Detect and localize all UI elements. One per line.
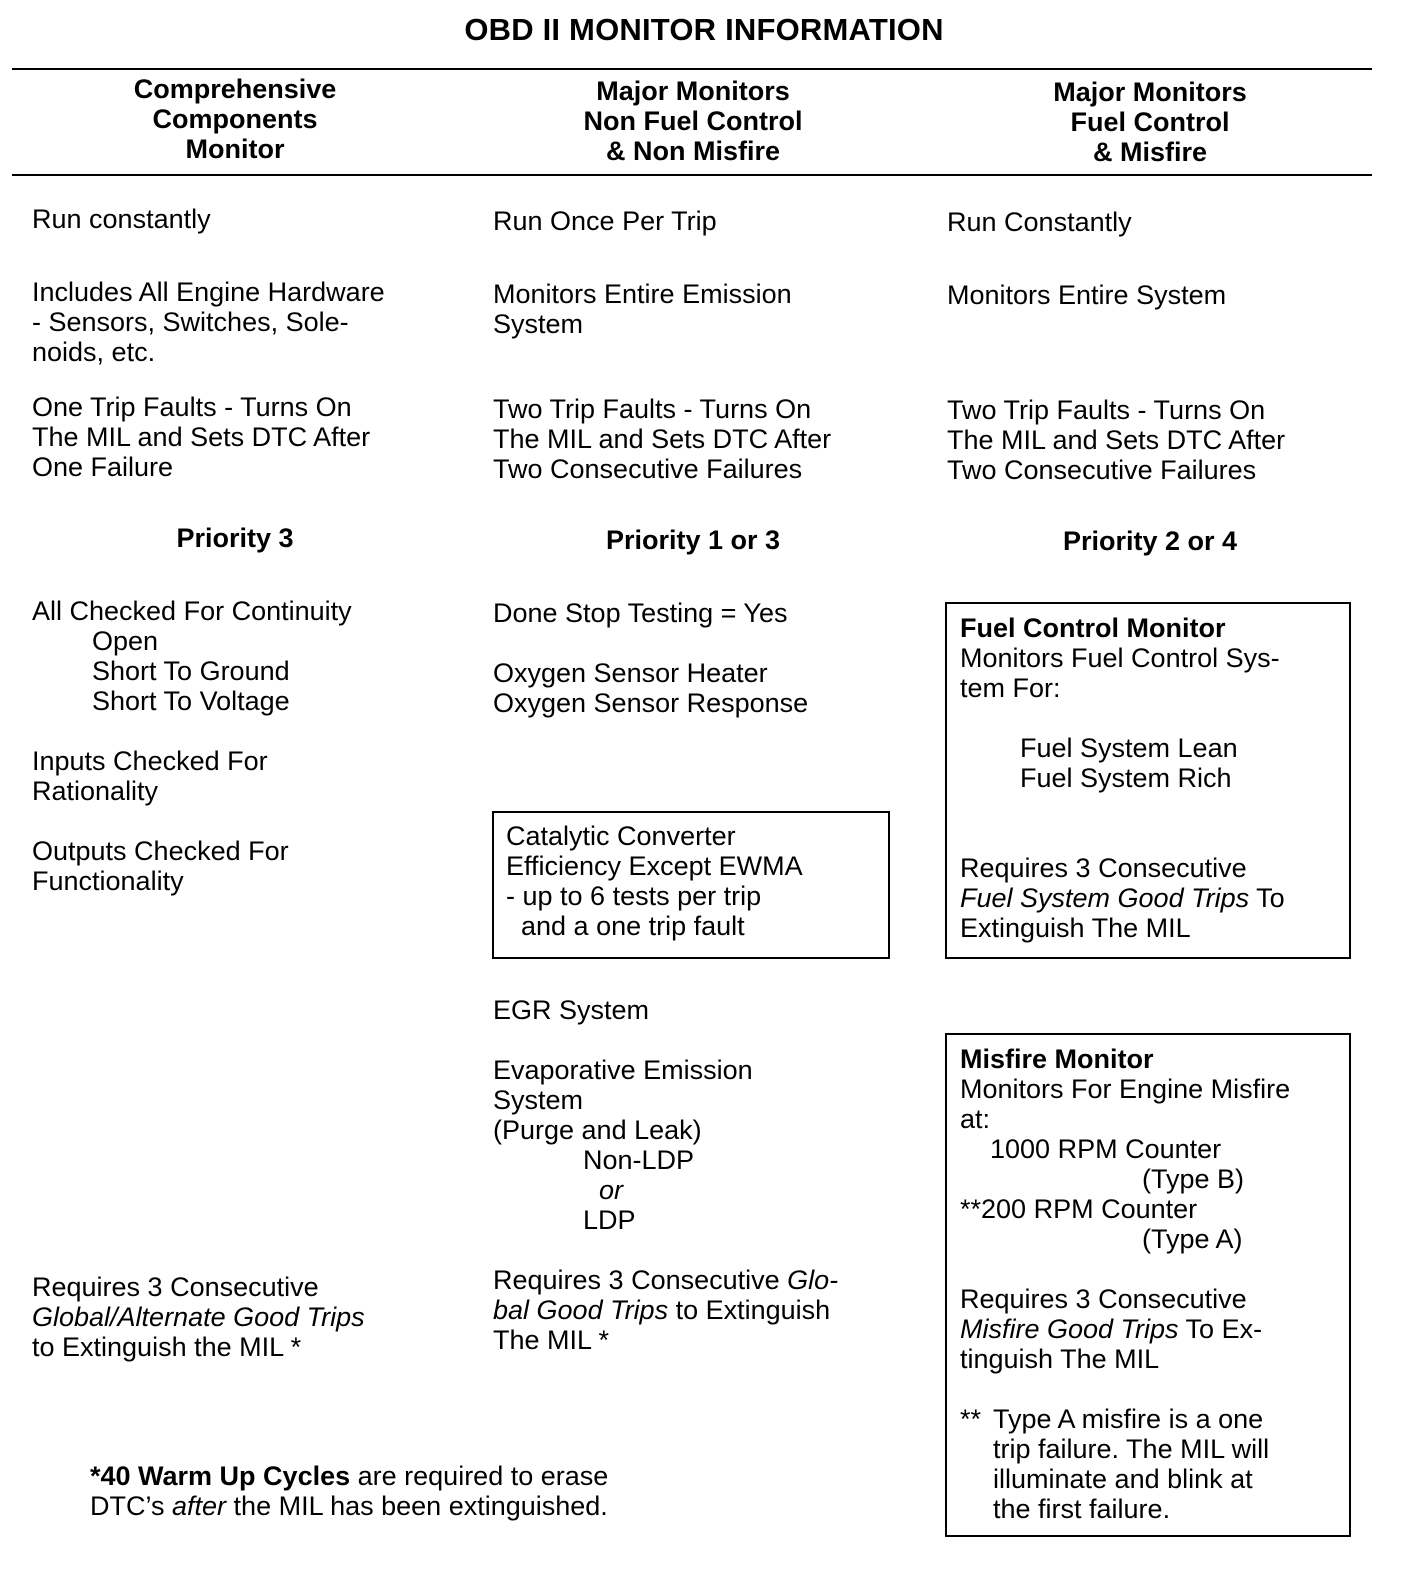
text-line: Requires 3 Consecutive (960, 1284, 1247, 1314)
text-part: to Extinguish (668, 1295, 831, 1325)
text-line: Extinguish The MIL (960, 913, 1191, 943)
col2-faults (493, 394, 831, 484)
header-line: Major Monitors (596, 76, 790, 106)
text-line: Oxygen Sensor Heater (493, 658, 768, 688)
text-line: Outputs Checked For (32, 836, 289, 866)
text-line: the first failure. (993, 1494, 1171, 1524)
col2-evap (493, 1055, 753, 1235)
header-line: & Non Misfire (605, 136, 780, 166)
misfire-note (960, 1404, 1290, 1524)
text-line: and a one trip fault (506, 911, 745, 941)
col2-priority: Priority 1 or 3 (605, 525, 781, 555)
text-line: Two Trip Faults - Turns On (947, 395, 1266, 425)
text-line: Inputs Checked For (32, 746, 268, 776)
misfire-box-title: Misfire Monitor (960, 1044, 1154, 1074)
col2-done-stop: Done Stop Testing = Yes (493, 598, 788, 628)
fuel-control-monitor-box (945, 602, 1351, 959)
col3-priority: Priority 2 or 4 (1062, 526, 1238, 556)
text-line: Two Trip Faults - Turns On (493, 394, 812, 424)
col2-scope (493, 279, 792, 339)
col2-run: Run Once Per Trip (493, 206, 717, 236)
misfire-counter: 1000 RPM Counter (990, 1134, 1222, 1164)
header-line: Monitor (185, 134, 285, 164)
col1-continuity (32, 596, 352, 716)
italic-term: Global/Alternate Good Trips (32, 1302, 365, 1332)
text-part: the MIL has been extinguished. (226, 1491, 608, 1521)
header-line: Components (152, 104, 318, 134)
col1-outputs (32, 836, 289, 896)
col3-faults (947, 395, 1285, 485)
column-header-fuel-misfire (935, 77, 1365, 167)
col1-scope (32, 277, 385, 367)
evap-option: Non-LDP (583, 1145, 695, 1175)
col3-scope: Monitors Entire System (947, 280, 1227, 310)
text-line: illuminate and blink at (993, 1464, 1253, 1494)
header-line: Comprehensive (133, 74, 337, 104)
misfire-counter: **200 RPM Counter (960, 1194, 1198, 1224)
col1-run: Run constantly (32, 204, 211, 234)
text-line: trip failure. The MIL will (993, 1434, 1270, 1464)
col2-egr: EGR System (493, 995, 650, 1025)
text-part: Requires 3 Consecutive (493, 1265, 788, 1295)
col1-priority: Priority 3 (176, 523, 294, 553)
col1-faults (32, 392, 370, 482)
text-part: To (1249, 883, 1285, 913)
col3-run: Run Constantly (947, 207, 1132, 237)
fuel-item: Fuel System Lean (1020, 733, 1238, 763)
col2-requires (493, 1265, 838, 1355)
text-line: tem For: (960, 673, 1061, 703)
text-line: Monitors Fuel Control Sys- (960, 643, 1280, 673)
col1-inputs (32, 746, 268, 806)
italic-term: Glo- (787, 1265, 839, 1295)
text-line: Evaporative Emission (493, 1055, 753, 1085)
text-line: Monitors Entire Emission (493, 279, 792, 309)
evap-option: LDP (583, 1205, 636, 1235)
italic-term: Misfire Good Trips (960, 1314, 1179, 1344)
text-line: Two Consecutive Failures (493, 454, 803, 484)
text-line: System (493, 309, 584, 339)
text-line: - Sensors, Switches, Sole- (32, 307, 349, 337)
evap-or: or (599, 1175, 624, 1205)
text-line: System (493, 1085, 584, 1115)
text-line: Monitors For Engine Misfire (960, 1074, 1291, 1104)
header-line: Non Fuel Control (583, 106, 803, 136)
continuity-item: Short To Ground (92, 656, 290, 686)
text-line: Efficiency Except EWMA (506, 851, 803, 881)
text-line: Functionality (32, 866, 184, 896)
text-line: Requires 3 Consecutive (960, 853, 1247, 883)
text-line: - up to 6 tests per trip (506, 881, 762, 911)
header-line: Major Monitors (1053, 77, 1247, 107)
text-part: To Ex- (1178, 1314, 1263, 1344)
text-line: Rationality (32, 776, 159, 806)
footnote-bold: *40 Warm Up Cycles (90, 1461, 351, 1491)
text-line: to Extinguish the MIL * (32, 1332, 302, 1362)
text-line: Two Consecutive Failures (947, 455, 1257, 485)
text-line: Catalytic Converter (506, 821, 736, 851)
catalytic-converter-box (492, 811, 890, 959)
misfire-monitor-box (945, 1033, 1351, 1537)
fuel-item: Fuel System Rich (1020, 763, 1232, 793)
continuity-item: Open (92, 626, 159, 656)
text-line: Type A misfire is a one (993, 1404, 1264, 1434)
text-line: Requires 3 Consecutive (32, 1272, 319, 1302)
text-line: (Purge and Leak) (493, 1115, 702, 1145)
column-header-non-fuel (478, 76, 908, 166)
header-line: & Misfire (1092, 137, 1208, 167)
italic-term: Fuel System Good Trips (960, 883, 1250, 913)
footnote (90, 1461, 608, 1521)
misfire-counter-type: (Type A) (1142, 1224, 1243, 1254)
text-line: The MIL and Sets DTC After (32, 422, 371, 452)
text-line: tinguish The MIL (960, 1344, 1160, 1374)
header-line: Fuel Control (1070, 107, 1230, 137)
italic-term: bal Good Trips (493, 1295, 669, 1325)
text-line: One Failure (32, 452, 174, 482)
note-marker: ** (960, 1404, 982, 1434)
misfire-counter-type: (Type B) (1142, 1164, 1245, 1194)
header-bottom-rule (12, 174, 1372, 176)
continuity-heading: All Checked For Continuity (32, 596, 352, 626)
italic-term: after (172, 1491, 227, 1521)
text-line: Oxygen Sensor Response (493, 688, 809, 718)
header-top-rule (12, 68, 1372, 70)
continuity-item: Short To Voltage (92, 686, 290, 716)
fuel-box-title: Fuel Control Monitor (960, 613, 1226, 643)
text-line: noids, etc. (32, 337, 156, 367)
page-title: OBD II MONITOR INFORMATION (464, 12, 944, 47)
text-line: Includes All Engine Hardware (32, 277, 385, 307)
text-line: The MIL and Sets DTC After (493, 424, 832, 454)
text-line: The MIL and Sets DTC After (947, 425, 1286, 455)
col1-requires (32, 1272, 365, 1362)
text-line: at: (960, 1104, 991, 1134)
text-part: DTC’s (90, 1491, 173, 1521)
text-part: are required to erase (350, 1461, 609, 1491)
text-line: One Trip Faults - Turns On (32, 392, 352, 422)
col2-oxygen (493, 658, 808, 718)
column-header-comprehensive (20, 74, 450, 164)
text-line: The MIL * (493, 1325, 610, 1355)
